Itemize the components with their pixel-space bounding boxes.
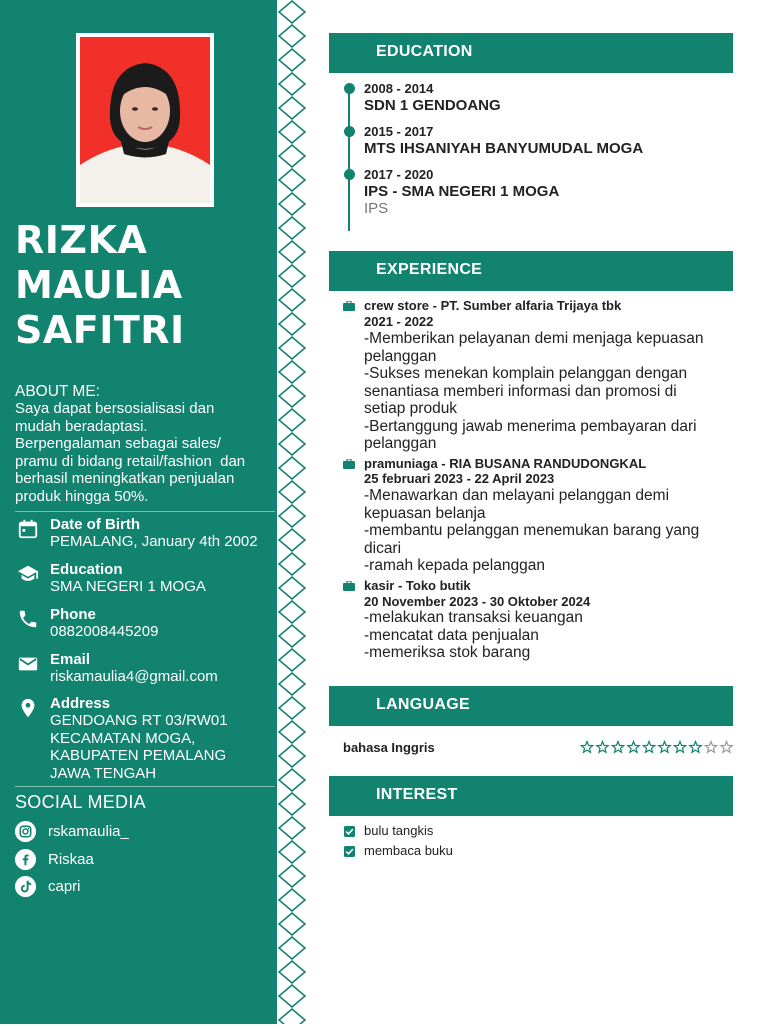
experience-heading: pramuniaga - RIA BUSANA RANDUDONGKAL xyxy=(364,456,647,471)
info-title: Date of Birth xyxy=(50,516,140,533)
star-filled-icon xyxy=(643,742,654,753)
info-value: SMA NEGERI 1 MOGA xyxy=(50,578,206,595)
description-line: -Sukses menekan komplain pelanggan dengan xyxy=(364,365,688,382)
section-title: LANGUAGE xyxy=(376,696,470,713)
about-text xyxy=(15,400,277,506)
location-pin-icon xyxy=(17,697,39,719)
timeline-dot xyxy=(344,169,355,180)
briefcase-icon xyxy=(343,459,355,469)
description-line: -Memberikan pelayanan demi menjaga kepuasan xyxy=(364,330,704,347)
sidebar xyxy=(0,0,277,1024)
star-empty-icon xyxy=(721,742,732,753)
star-filled-icon xyxy=(674,742,685,753)
star-filled-icon xyxy=(628,742,639,753)
about-line: produk hingga 50%. xyxy=(15,487,149,505)
description-line: -Menawarkan dan melayani pelanggan demi xyxy=(364,487,670,504)
section-header-experience xyxy=(329,251,733,291)
divider xyxy=(15,786,275,787)
experience-dates: 20 November 2023 - 30 Oktober 2024 xyxy=(364,594,591,609)
experience-description xyxy=(364,609,734,662)
full-name xyxy=(15,218,185,353)
experience-description xyxy=(364,330,734,453)
name-line: MAULIA xyxy=(15,263,183,307)
education-major: IPS xyxy=(364,200,389,217)
address-line: JAWA TENGAH xyxy=(50,764,157,782)
experience-description xyxy=(364,487,734,575)
interest-item: bulu tangkis xyxy=(364,823,434,838)
divider xyxy=(15,511,275,512)
education-school: SDN 1 GENDOANG xyxy=(364,97,501,114)
info-value xyxy=(50,712,228,782)
education-years: 2008 - 2014 xyxy=(364,81,434,96)
description-line: -memeriksa stok barang xyxy=(364,644,531,661)
timeline-dot xyxy=(344,126,355,137)
social-instagram[interactable] xyxy=(15,821,215,843)
about-line: berhasil meningkatkan penjualan xyxy=(15,470,235,488)
star-empty-icon xyxy=(705,742,716,753)
star-filled-icon xyxy=(581,742,592,753)
info-title: Education xyxy=(50,561,123,578)
timeline-dot xyxy=(344,83,355,94)
briefcase-icon xyxy=(343,581,355,591)
description-line: -mencatat data penjualan xyxy=(364,626,539,644)
about-title: ABOUT ME: xyxy=(15,383,100,400)
info-title: Phone xyxy=(50,606,96,623)
profile-photo-illustration xyxy=(80,37,210,203)
language-rating xyxy=(580,740,735,754)
section-header-education xyxy=(329,33,733,73)
section-header-interest xyxy=(329,776,733,816)
experience-dates: 25 februari 2023 - 22 April 2023 xyxy=(364,471,555,486)
address-line: KECAMATAN MOGA, xyxy=(50,729,196,747)
info-title: Email xyxy=(50,651,91,668)
description-line: dicari xyxy=(364,539,402,557)
graduation-cap-icon xyxy=(17,563,39,585)
name-line: RIZKA xyxy=(15,218,148,262)
calendar-icon xyxy=(17,518,39,540)
social-label: capri xyxy=(48,878,81,895)
name-line: SAFITRI xyxy=(15,308,185,352)
checkbox-checked-icon xyxy=(344,846,355,857)
about-line: mudah beradaptasi. xyxy=(15,417,148,435)
about-line: Berpengalaman sebagai sales/ xyxy=(15,435,221,453)
description-line: setiap produk xyxy=(364,400,458,417)
phone-icon xyxy=(17,608,39,630)
description-line: -membantu pelanggan menemukan barang yang xyxy=(364,522,700,539)
education-years: 2017 - 2020 xyxy=(364,167,434,182)
address-line: KABUPATEN PEMALANG xyxy=(50,747,227,764)
instagram-icon xyxy=(15,821,36,842)
description-line: pelanggan xyxy=(364,347,437,365)
about-line: pramu di bidang retail/fashion dan xyxy=(15,452,246,470)
star-filled-icon xyxy=(690,742,701,753)
social-label: Riskaa xyxy=(48,851,94,868)
description-line: kepuasan belanja xyxy=(364,504,486,522)
info-value: 0882008445209 xyxy=(50,623,159,640)
info-value: riskamaulia4@gmail.com xyxy=(50,668,218,685)
address-line: GENDOANG RT 03/RW01 xyxy=(50,712,228,729)
language-name: bahasa Inggris xyxy=(343,740,435,755)
education-school: IPS - SMA NEGERI 1 MOGA xyxy=(364,183,560,200)
experience-heading: crew store - PT. Sumber alfaria Trijaya tbk xyxy=(364,298,622,313)
star-filled-icon xyxy=(597,742,608,753)
info-title: Address xyxy=(50,695,111,712)
social-label: rskamaulia_ xyxy=(48,823,129,840)
experience-dates: 2021 - 2022 xyxy=(364,314,434,329)
profile-photo xyxy=(76,33,214,207)
social-tiktok[interactable] xyxy=(15,876,215,898)
description-line: pelanggan xyxy=(364,435,437,452)
education-school: MTS IHSANIYAH BANYUMUDAL MOGA xyxy=(364,140,644,157)
description-line: -melakukan transaksi keuangan xyxy=(364,609,583,626)
section-title: INTEREST xyxy=(376,786,458,803)
about-line: Saya dapat bersosialisasi dan xyxy=(15,400,215,417)
section-title: EXPERIENCE xyxy=(376,261,483,278)
star-filled-icon xyxy=(612,742,623,753)
social-facebook[interactable] xyxy=(15,849,215,871)
description-line: -Bertanggung jawab menerima pembayaran dari xyxy=(364,417,697,435)
briefcase-icon xyxy=(343,301,355,311)
experience-heading: kasir - Toko butik xyxy=(364,578,471,593)
section-title: EDUCATION xyxy=(376,43,473,60)
education-years: 2015 - 2017 xyxy=(364,124,434,139)
info-value: PEMALANG, January 4th 2002 xyxy=(50,533,258,550)
description-line: -ramah kepada pelanggan xyxy=(364,557,545,574)
star-filled-icon xyxy=(659,742,670,753)
social-media-title: SOCIAL MEDIA xyxy=(15,792,146,812)
section-header-language xyxy=(329,686,733,726)
email-icon xyxy=(17,653,39,675)
facebook-icon xyxy=(15,849,36,870)
diamond-pattern xyxy=(277,0,307,1024)
timeline-line xyxy=(348,84,350,231)
tiktok-icon xyxy=(15,876,36,897)
checkbox-checked-icon xyxy=(344,826,355,837)
description-line: senantiasa memberi informasi dan promosi di xyxy=(364,382,677,400)
interest-item: membaca buku xyxy=(364,843,453,858)
diamond-pattern-strip xyxy=(277,0,307,1024)
